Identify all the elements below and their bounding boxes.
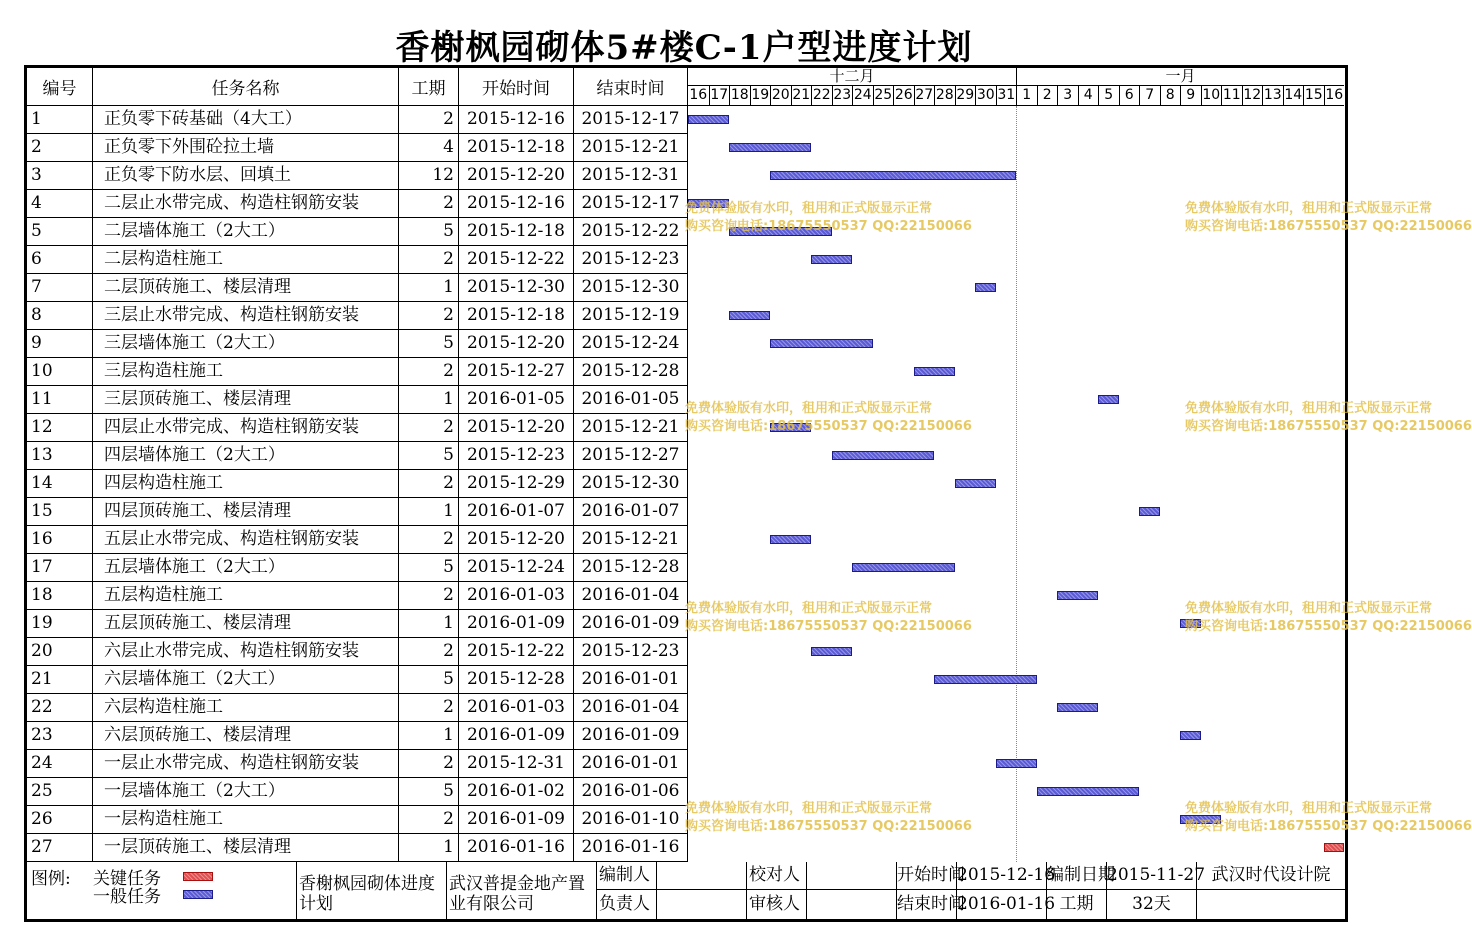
company-name: 武汉普提金地产置业有限公司 [447,862,597,919]
task-duration: 5 [399,218,459,246]
header-start: 开始时间 [459,68,574,106]
gantt-bar [1098,395,1119,404]
task-name: 一层构造柱施工 [93,806,399,834]
watermark-line2: 购买咨询电话:18675550537 QQ:22150066 [685,419,972,434]
gantt-frame [24,65,1348,922]
task-end: 2016-01-01 [574,666,688,694]
task-duration: 1 [399,274,459,302]
task-id: 12 [27,414,93,442]
task-duration: 1 [399,386,459,414]
task-id: 8 [27,302,93,330]
gantt-bar [811,647,852,656]
task-duration: 5 [399,778,459,806]
gantt-bar [1057,703,1098,712]
task-end: 2016-01-09 [574,610,688,638]
task-start: 2015-12-16 [459,190,574,218]
task-name: 五层墙体施工（2大工） [93,554,399,582]
task-name: 六层止水带完成、构造柱钢筋安装 [93,638,399,666]
day-tick-label: 30 [975,86,996,106]
day-tick-label: 16 [688,86,709,106]
task-start: 2015-12-18 [459,302,574,330]
task-end: 2016-01-06 [574,778,688,806]
watermark-line2: 购买咨询电话:18675550537 QQ:22150066 [685,619,972,634]
task-duration: 4 [399,134,459,162]
task-start: 2015-12-20 [459,162,574,190]
task-end: 2015-12-21 [574,414,688,442]
editor-label: 编制人 [597,862,657,890]
gantt-bar [688,115,729,124]
day-tick-label: 1 [1016,86,1037,106]
task-start: 2015-12-22 [459,246,574,274]
task-id: 6 [27,246,93,274]
day-tick-label: 28 [934,86,955,106]
day-tick-label: 18 [729,86,750,106]
gantt-bar [852,563,955,572]
task-end: 2015-12-27 [574,442,688,470]
day-tick-label: 6 [1119,86,1140,106]
task-start: 2015-12-18 [459,218,574,246]
task-end: 2015-12-30 [574,274,688,302]
watermark-line2: 购买咨询电话:18675550537 QQ:22150066 [1185,819,1472,834]
day-tick-label: 14 [1283,86,1304,106]
day-tick-label: 16 [1324,86,1345,106]
task-duration: 2 [399,190,459,218]
task-name: 二层构造柱施工 [93,246,399,274]
day-tick-label: 27 [914,86,935,106]
task-start: 2015-12-16 [459,106,574,134]
task-end: 2015-12-28 [574,358,688,386]
task-id: 26 [27,806,93,834]
day-tick-label: 9 [1180,86,1201,106]
day-tick-label: 2 [1037,86,1058,106]
task-id: 14 [27,470,93,498]
legend-normal-swatch [183,890,213,899]
task-name: 三层顶砖施工、楼层清理 [93,386,399,414]
gantt-bar [975,283,996,292]
manager-label: 负责人 [597,890,657,919]
task-id: 23 [27,722,93,750]
task-name: 四层止水带完成、构造柱钢筋安装 [93,414,399,442]
task-duration: 1 [399,498,459,526]
month-label: 一月 [1016,68,1344,86]
watermark-line1: 免费体验版有水印，租用和正式版显示正常 [1185,401,1433,416]
task-duration: 2 [399,582,459,610]
watermark-line2: 购买咨询电话:18675550537 QQ:22150066 [1185,619,1472,634]
watermark-line2: 购买咨询电话:18675550537 QQ:22150066 [1185,419,1472,434]
task-name: 二层顶砖施工、楼层清理 [93,274,399,302]
task-end: 2015-12-21 [574,134,688,162]
task-start: 2015-12-28 [459,666,574,694]
compile-date-value: 2015-11-27 [1107,862,1197,890]
task-end: 2015-12-23 [574,246,688,274]
task-name: 五层止水带完成、构造柱钢筋安装 [93,526,399,554]
watermark [685,600,972,636]
task-name: 正负零下砖基础（4大工） [93,106,399,134]
watermark-line2: 购买咨询电话:18675550537 QQ:22150066 [685,819,972,834]
day-tick-label: 17 [709,86,730,106]
task-start: 2015-12-29 [459,470,574,498]
footer [27,862,1345,919]
task-start: 2016-01-02 [459,778,574,806]
gantt-bar [934,675,1037,684]
task-start: 2016-01-09 [459,722,574,750]
day-tick-label: 7 [1139,86,1160,106]
watermark [1185,800,1472,836]
task-duration: 2 [399,358,459,386]
task-duration: 5 [399,666,459,694]
project-name: 香榭枫园砌体进度计划 [297,862,447,919]
task-duration: 5 [399,442,459,470]
header-name: 任务名称 [93,68,399,106]
task-name: 正负零下防水层、回填土 [93,162,399,190]
task-id: 7 [27,274,93,302]
task-id: 1 [27,106,93,134]
task-start: 2015-12-20 [459,330,574,358]
manager-value [657,890,747,919]
task-duration: 2 [399,694,459,722]
reviewer-label: 审核人 [747,890,807,919]
gantt-bar [832,451,935,460]
gantt-bar [1324,843,1345,852]
day-tick-label: 5 [1098,86,1119,106]
designer-blank [1197,890,1345,919]
task-id: 13 [27,442,93,470]
task-start: 2015-12-23 [459,442,574,470]
end-value: 2016-01-16 [957,890,1047,919]
task-id: 10 [27,358,93,386]
task-duration: 2 [399,470,459,498]
day-tick-label: 31 [996,86,1017,106]
chart-title: 香榭枫园砌体5#楼C-1户型进度计划 [395,28,973,68]
task-duration: 2 [399,526,459,554]
header-id: 编号 [27,68,93,106]
watermark-line1: 免费体验版有水印，租用和正式版显示正常 [685,801,933,816]
task-id: 3 [27,162,93,190]
task-duration: 1 [399,722,459,750]
gantt-bar [729,143,811,152]
watermark [1185,600,1472,636]
gantt-bar [770,339,873,348]
day-tick-label: 26 [893,86,914,106]
task-duration: 1 [399,610,459,638]
task-start: 2015-12-18 [459,134,574,162]
task-end: 2016-01-07 [574,498,688,526]
gantt-bar [914,367,955,376]
day-tick-label: 15 [1303,86,1324,106]
gantt-timeline [688,68,1345,862]
task-end: 2015-12-30 [574,470,688,498]
task-end: 2015-12-21 [574,526,688,554]
task-id: 27 [27,834,93,862]
day-tick-label: 13 [1262,86,1283,106]
legend-critical-label: 关键任务 [93,869,161,889]
task-end: 2016-01-04 [574,582,688,610]
day-tick-label: 12 [1242,86,1263,106]
task-start: 2015-12-20 [459,414,574,442]
task-start: 2016-01-09 [459,806,574,834]
gantt-inner [27,68,1345,919]
task-duration: 2 [399,750,459,778]
task-end: 2015-12-17 [574,190,688,218]
task-end: 2015-12-23 [574,638,688,666]
task-id: 17 [27,554,93,582]
task-id: 22 [27,694,93,722]
task-id: 18 [27,582,93,610]
day-tick-label: 23 [832,86,853,106]
task-end: 2015-12-19 [574,302,688,330]
designer-name: 武汉时代设计院 [1197,862,1345,890]
duration-label: 工期 [1047,890,1107,919]
task-name: 四层墙体施工（2大工） [93,442,399,470]
watermark [1185,200,1472,236]
task-start: 2016-01-09 [459,610,574,638]
editor-value [657,862,747,890]
day-tick-label: 3 [1057,86,1078,106]
day-tick-label: 10 [1201,86,1222,106]
task-name: 三层止水带完成、构造柱钢筋安装 [93,302,399,330]
task-duration: 2 [399,302,459,330]
legend-critical-swatch [183,872,213,881]
task-name: 正负零下外围砼拉土墙 [93,134,399,162]
task-id: 9 [27,330,93,358]
task-start: 2016-01-03 [459,694,574,722]
gantt-bar [729,311,770,320]
watermark-line2: 购买咨询电话:18675550537 QQ:22150066 [1185,219,1472,234]
watermark [685,800,972,836]
task-start: 2016-01-16 [459,834,574,862]
task-duration: 12 [399,162,459,190]
task-start: 2015-12-20 [459,526,574,554]
task-end: 2015-12-22 [574,218,688,246]
task-start: 2015-12-30 [459,274,574,302]
watermark-line1: 免费体验版有水印，租用和正式版显示正常 [685,201,933,216]
watermark [685,200,972,236]
task-end: 2016-01-09 [574,722,688,750]
task-end: 2015-12-24 [574,330,688,358]
task-name: 六层构造柱施工 [93,694,399,722]
gantt-bar [996,759,1037,768]
task-duration: 2 [399,806,459,834]
task-name: 六层顶砖施工、楼层清理 [93,722,399,750]
task-id: 19 [27,610,93,638]
task-name: 三层构造柱施工 [93,358,399,386]
day-tick-label: 25 [873,86,894,106]
task-name: 一层止水带完成、构造柱钢筋安装 [93,750,399,778]
day-tick-label: 29 [955,86,976,106]
task-id: 24 [27,750,93,778]
task-start: 2015-12-22 [459,638,574,666]
task-id: 4 [27,190,93,218]
day-tick-label: 19 [750,86,771,106]
month-label: 十二月 [688,68,1016,86]
gantt-bar [1180,731,1201,740]
task-start: 2015-12-24 [459,554,574,582]
watermark-line2: 购买咨询电话:18675550537 QQ:22150066 [685,219,972,234]
task-name: 一层墙体施工（2大工） [93,778,399,806]
gantt-bar [1139,507,1160,516]
reviewer-value [807,890,897,919]
start-value: 2015-12-16 [957,862,1047,890]
checker-label: 校对人 [747,862,807,890]
task-duration: 5 [399,554,459,582]
watermark [685,400,972,436]
legend [27,862,297,919]
task-duration: 2 [399,246,459,274]
task-start: 2016-01-05 [459,386,574,414]
task-id: 5 [27,218,93,246]
task-id: 2 [27,134,93,162]
task-name: 一层顶砖施工、楼层清理 [93,834,399,862]
task-name: 二层止水带完成、构造柱钢筋安装 [93,190,399,218]
watermark-line1: 免费体验版有水印，租用和正式版显示正常 [685,401,933,416]
end-label: 结束时间 [897,890,957,919]
task-name: 五层构造柱施工 [93,582,399,610]
task-name: 五层顶砖施工、楼层清理 [93,610,399,638]
gantt-bar [770,171,1016,180]
task-duration: 2 [399,414,459,442]
day-tick-label: 24 [852,86,873,106]
task-end: 2016-01-05 [574,386,688,414]
task-id: 11 [27,386,93,414]
legend-label: 图例: [31,869,71,889]
checker-value [807,862,897,890]
task-id: 20 [27,638,93,666]
day-tick-label: 8 [1160,86,1181,106]
task-end: 2015-12-31 [574,162,688,190]
task-end: 2016-01-16 [574,834,688,862]
gantt-bar [1057,591,1098,600]
task-start: 2016-01-07 [459,498,574,526]
header-duration: 工期 [399,68,459,106]
compile-date-label: 编制日期 [1047,862,1107,890]
task-duration: 1 [399,834,459,862]
task-name: 四层构造柱施工 [93,470,399,498]
task-id: 16 [27,526,93,554]
task-end: 2016-01-01 [574,750,688,778]
day-tick-label: 11 [1221,86,1242,106]
task-id: 25 [27,778,93,806]
task-end: 2016-01-10 [574,806,688,834]
task-end: 2015-12-28 [574,554,688,582]
task-start: 2015-12-31 [459,750,574,778]
task-duration: 2 [399,638,459,666]
task-name: 三层墙体施工（2大工） [93,330,399,358]
watermark-line1: 免费体验版有水印，租用和正式版显示正常 [685,601,933,616]
task-name: 四层顶砖施工、楼层清理 [93,498,399,526]
gantt-bar [1037,787,1140,796]
watermark [1185,400,1472,436]
task-duration: 5 [399,330,459,358]
month-divider [1016,106,1017,862]
header-end: 结束时间 [574,68,688,106]
watermark-line1: 免费体验版有水印，租用和正式版显示正常 [1185,201,1433,216]
task-name: 六层墙体施工（2大工） [93,666,399,694]
day-tick-label: 21 [791,86,812,106]
duration-value: 32天 [1107,890,1197,919]
gantt-bar [955,479,996,488]
day-tick-label: 20 [770,86,791,106]
gantt-bar [770,535,811,544]
day-tick-label: 22 [811,86,832,106]
day-tick-label: 4 [1078,86,1099,106]
watermark-line1: 免费体验版有水印，租用和正式版显示正常 [1185,801,1433,816]
task-start: 2015-12-27 [459,358,574,386]
task-name: 二层墙体施工（2大工） [93,218,399,246]
watermark-line1: 免费体验版有水印，租用和正式版显示正常 [1185,601,1433,616]
task-id: 15 [27,498,93,526]
legend-normal-label: 一般任务 [93,887,161,907]
start-label: 开始时间 [897,862,957,890]
task-start: 2016-01-03 [459,582,574,610]
task-end: 2016-01-04 [574,694,688,722]
task-end: 2015-12-17 [574,106,688,134]
task-id: 21 [27,666,93,694]
task-duration: 2 [399,106,459,134]
gantt-bar [811,255,852,264]
